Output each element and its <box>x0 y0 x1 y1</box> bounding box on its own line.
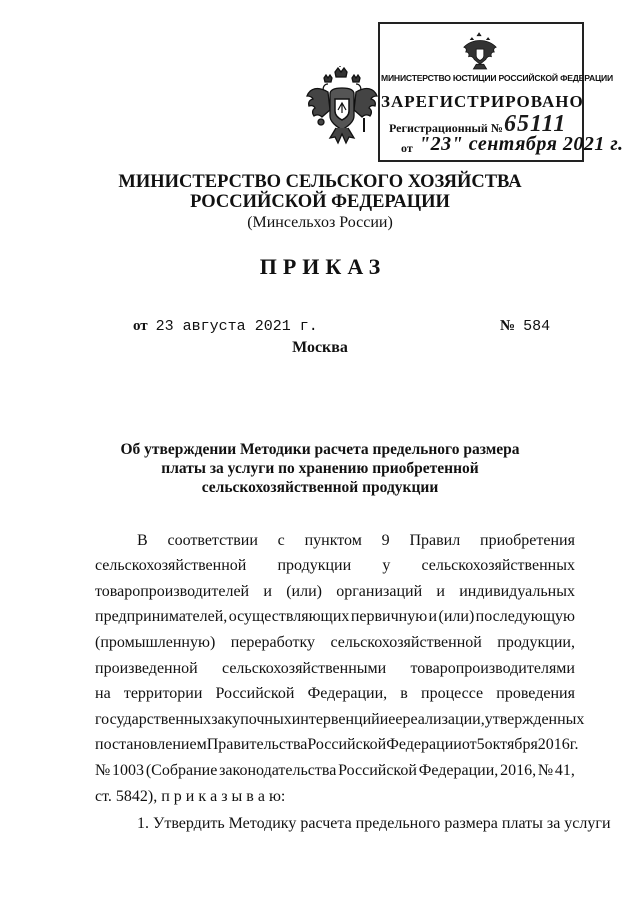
body-word: пунктом <box>304 532 362 549</box>
body-word: соответствии <box>167 532 258 549</box>
body-word: и <box>428 608 438 625</box>
body-word: продукции, <box>497 634 575 651</box>
body-line <box>95 761 575 781</box>
body-word: проведения <box>496 685 575 702</box>
body-word: № <box>537 762 554 779</box>
body-line <box>95 582 575 602</box>
body-word: № <box>95 762 111 779</box>
body-word: Правил <box>409 532 461 549</box>
body-word: Российской <box>215 685 295 702</box>
body-word: Федерации <box>386 736 462 753</box>
body-word: переработку <box>230 634 316 651</box>
subject-line: Об утверждении Методики расчета предельного размера <box>120 441 520 458</box>
subject-line: сельскохозяйственной продукции <box>201 479 439 496</box>
stamp-date-value: "23" сентября 2021 г. <box>419 133 624 155</box>
order-date: 23 августа 2021 г. <box>155 318 318 335</box>
body-word: сельскохозяйственными <box>222 660 387 677</box>
body-word: законодательства <box>219 762 337 779</box>
body-word: утвержденных <box>484 711 585 728</box>
body-word: от <box>461 736 477 753</box>
body-word: октября <box>484 736 538 753</box>
body-word: 9 <box>381 532 390 549</box>
russian-coat-of-arms-icon <box>304 66 382 146</box>
order-title: ПРИКАЗ <box>259 254 387 279</box>
body-word: 2016 <box>537 736 570 753</box>
body-word: на <box>95 685 111 702</box>
subject-line: платы за услуги по хранению приобретенной <box>161 460 479 477</box>
body-word: закупочных <box>211 711 292 728</box>
body-word: Российской <box>307 736 387 753</box>
body-line <box>95 659 575 679</box>
body-word: (промышленную) <box>95 634 216 651</box>
order-subject <box>100 440 540 497</box>
body-word: (или) <box>438 608 475 625</box>
body-word: 41, <box>554 762 575 779</box>
body-word: последующую <box>475 608 575 625</box>
order-date-row <box>133 318 318 335</box>
body-word: индивидуальных <box>459 583 575 600</box>
body-word: В <box>137 532 148 549</box>
body-word: товаропроизводителей <box>95 583 250 600</box>
body-word: предпринимателей, <box>95 608 228 625</box>
body-word: процессе <box>421 685 484 702</box>
body-word: Федерации, <box>418 762 499 779</box>
body-word: 2016, <box>500 762 537 779</box>
body-word: г. <box>569 736 579 753</box>
body-word: Федерации, <box>307 685 388 702</box>
body-line <box>95 710 585 730</box>
body-word: у <box>382 557 391 574</box>
body-word: сельскохозяйственной <box>330 634 482 651</box>
body-word: продукции <box>277 557 352 574</box>
ministry-name-line-1: МИНИСТЕРСТВО СЕЛЬСКОГО ХОЗЯЙСТВА <box>118 172 522 192</box>
order-date-prefix: от <box>133 318 148 334</box>
body-word: реализации, <box>402 711 485 728</box>
body-word: товаропроизводителями <box>410 660 575 677</box>
body-word: с <box>277 532 285 549</box>
body-word: организаций <box>336 583 423 600</box>
stamp-ministry-name: МИНИСТЕРСТВО ЮСТИЦИИ РОССИЙСКОЙ ФЕДЕРАЦИИ <box>381 73 614 83</box>
ministry-short-name: (Минсельхоз России) <box>247 214 393 231</box>
body-word: приобретения <box>480 532 575 549</box>
body-word: Российской <box>338 762 417 779</box>
body-word: сельскохозяйственной <box>95 557 247 574</box>
body-word: 5 <box>476 736 485 753</box>
stamp-registration-number: 65111 <box>504 111 567 137</box>
order-city: Москва <box>292 339 348 356</box>
body-word: сельскохозяйственных <box>421 557 575 574</box>
body-word: первичную <box>350 608 428 625</box>
body-word: осуществляющих <box>228 608 350 625</box>
stamp-date-label: от <box>401 141 413 155</box>
body-word: Правительства <box>206 736 308 753</box>
body-word: (Собрание <box>145 762 218 779</box>
body-word: государственных <box>95 711 212 728</box>
stamp-coat-of-arms-icon <box>461 32 499 70</box>
order-number: 584 <box>523 318 551 335</box>
body-line <box>95 556 575 576</box>
ministry-name-line-2: РОССИЙСКОЙ ФЕДЕРАЦИИ <box>190 192 450 212</box>
body-word: постановлением <box>95 736 207 753</box>
body-line <box>95 607 575 627</box>
body-word: 1003 <box>112 762 145 779</box>
order-number-prefix: № <box>500 318 516 334</box>
body-line: 1. Утвердить Методику расчета предельного размера платы за услуги <box>137 815 611 832</box>
body-word: и <box>379 711 389 728</box>
body-line <box>95 633 575 653</box>
stamp-status: ЗАРЕГИСТРИРОВАНО <box>381 92 584 111</box>
body-line <box>137 531 575 551</box>
stamp-registration-label: Регистрационный № <box>389 121 503 135</box>
body-word: произведенной <box>95 660 198 677</box>
order-number-row <box>500 318 550 335</box>
body-line <box>95 735 579 755</box>
body-line: ст. 5842), п р и к а з ы в а ю: <box>95 788 286 805</box>
body-line <box>95 684 575 704</box>
body-word: интервенций <box>291 711 380 728</box>
body-word: в <box>400 685 408 702</box>
body-word: (или) <box>286 583 322 600</box>
body-word: территории <box>123 685 203 702</box>
body-word: и <box>263 583 272 600</box>
body-word: ее <box>388 711 403 728</box>
body-word: и <box>436 583 445 600</box>
